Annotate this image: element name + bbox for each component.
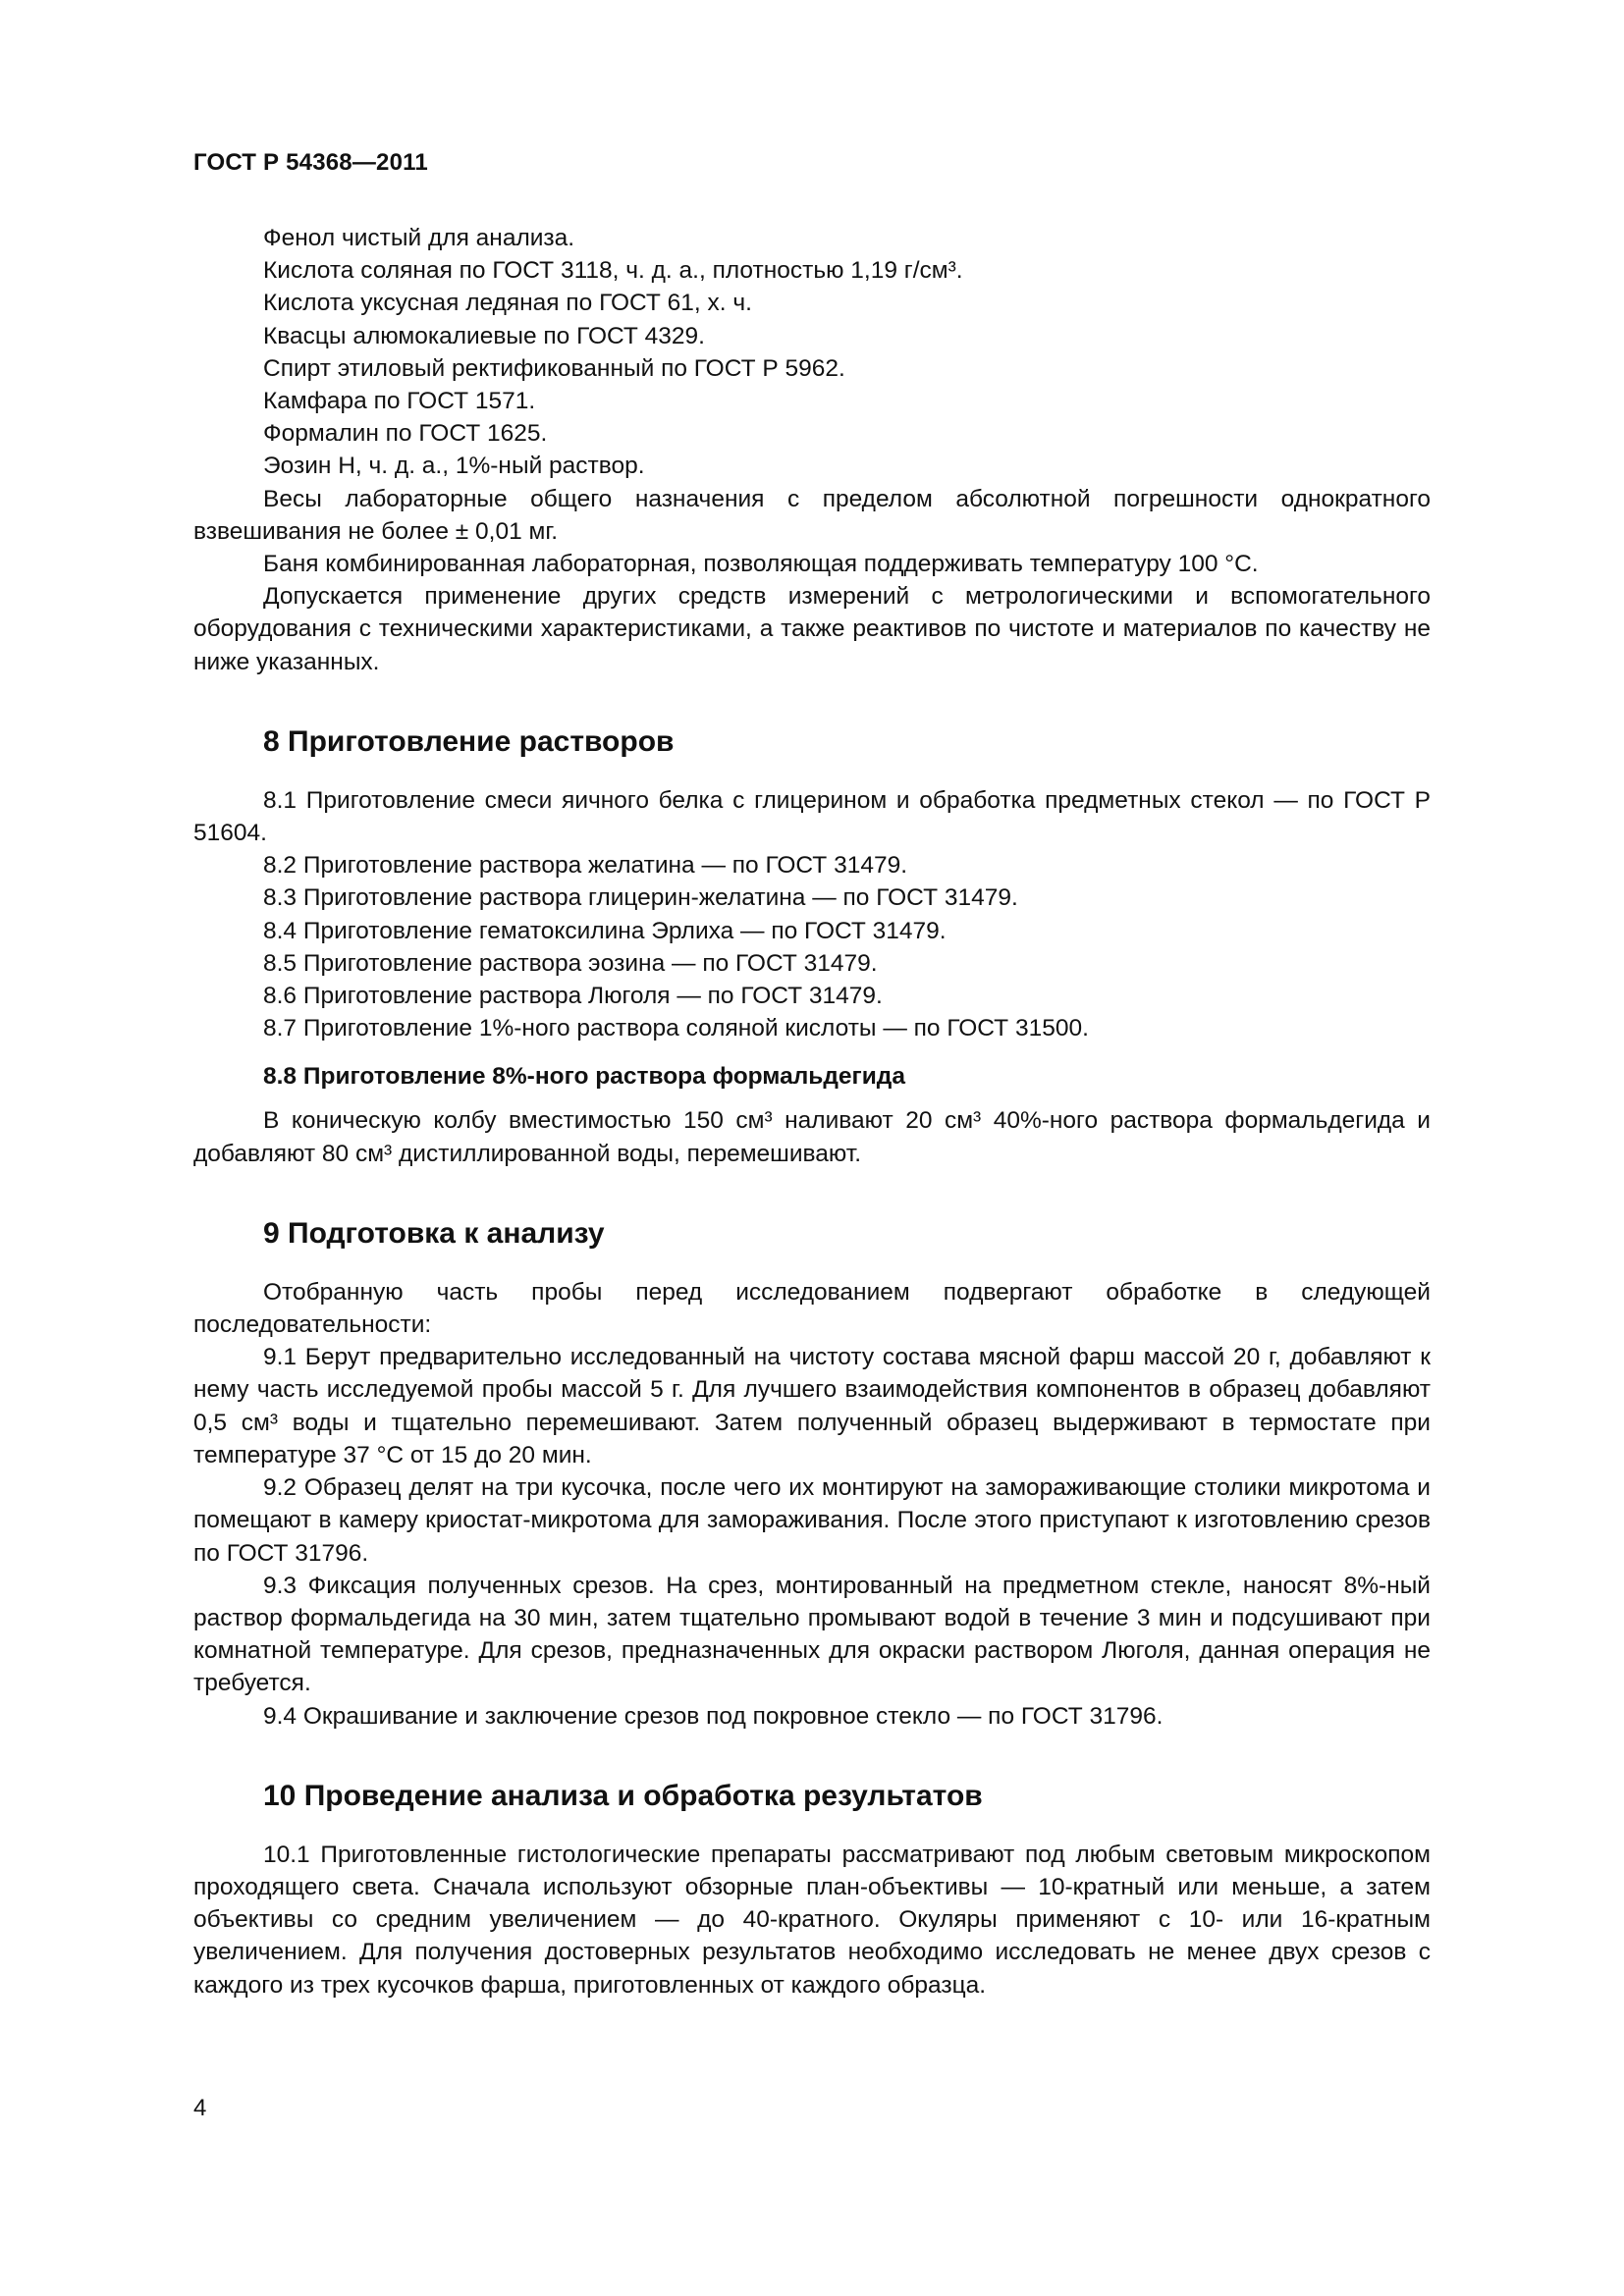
paragraph: Кислота уксусная ледяная по ГОСТ 61, х. ч.	[263, 290, 752, 317]
section-item: 9.3 Фиксация полученных срезов. На срез, монтированный на предметном стекле, наносят 8%-ный раствор формальдегида на 30 мин, затем тщательно промывают водой в течение 3 мин и подсушивают при комнатной температуре. Для срезов, предназначенных для окраски раствором Люголя, данная операция не требуется.	[193, 1572, 1431, 1697]
paragraph: Фенол чистый для анализа.	[263, 225, 575, 251]
paragraph: Квасцы алюмокалиевые по ГОСТ 4329.	[263, 322, 705, 349]
section-item: 8.2 Приготовление раствора желатина — по ГОСТ 31479.	[263, 852, 908, 880]
paragraph: В коническую колбу вместимостью 150 см³ наливают 20 см³ 40%-ного раствора формальдегида и добавляют 80 см³ дистиллированной воды, перемешивают.	[193, 1107, 1431, 1167]
document-body	[193, 222, 1431, 2002]
section-item: 8.4 Приготовление гематоксилина Эрлиха — по ГОСТ 31479.	[263, 917, 947, 944]
paragraph: Камфара по ГОСТ 1571.	[263, 388, 536, 415]
paragraph: Весы лабораторные общего назначения с пределом абсолютной погрешности однократного взвешивания не более ± 0,01 мг.	[193, 485, 1431, 545]
section-heading: 9 Подготовка к анализу	[263, 1216, 605, 1250]
section-item: 8.6 Приготовление раствора Люголя — по ГОСТ 31479.	[263, 983, 883, 1010]
paragraph: Эозин Н, ч. д. а., 1%-ный раствор.	[263, 453, 645, 480]
paragraph: Формалин по ГОСТ 1625.	[263, 420, 548, 448]
page-number: 4	[193, 2095, 207, 2121]
paragraph: Спирт этиловый ректификованный по ГОСТ Р 5962.	[263, 354, 845, 382]
section-item: 9.2 Образец делят на три кусочка, после чего их монтируют на замораживающие столики микротома и помещают в камеру криостат-микротома для замораживания. После этого приступают к изготовлению срезов по ГОСТ 31796.	[193, 1474, 1431, 1567]
section-item: 8.1 Приготовление смеси яичного белка с глицерином и обработка предметных стекол — по ГОСТ Р 51604.	[193, 786, 1431, 847]
paragraph: Допускается применение других средств измерений с метрологическими и вспомогательного оборудования с техническими характеристиками, а также реактивов по чистоте и материалов по качеству не ниже указанных.	[193, 583, 1431, 675]
section-item: 8.7 Приготовление 1%-ного раствора соляной кислоты — по ГОСТ 31500.	[263, 1015, 1089, 1042]
paragraph: Баня комбинированная лабораторная, позволяющая поддерживать температуру 100 °С.	[263, 551, 1259, 578]
section-item: 10.1 Приготовленные гистологические препараты рассматривают под любым световым микроскопом проходящего света. Сначала используют обзорные план-объективы — 10-кратный или меньше, а затем объективы со средним увеличением — до 40-кратного. Окуляры применяют с 10- или 16-кратным увеличением. Для получения достоверных результатов необходимо исследовать не менее двух срезов с каждого из трех кусочков фарша, приготовленных от каждого образца.	[193, 1841, 1431, 1999]
section-item: 9.4 Окрашивание и заключение срезов под покровное стекло — по ГОСТ 31796.	[263, 1702, 1164, 1730]
section-item: Отобранную часть пробы перед исследованием подвергают обработке в следующей последовательности:	[193, 1278, 1431, 1339]
section-item: 9.1 Берут предварительно исследованный на чистоту состава мясной фарш массой 20 г, добавляют к нему часть исследуемой пробы массой 5 г. Для лучшего взаимодействия компонентов в образец добавляют 0,5 см³ воды и тщательно перемешивают. Затем полученный образец выдерживают в термостате при температуре 37 °С от 15 до 20 мин.	[193, 1344, 1431, 1468]
section-heading: 8 Приготовление растворов	[263, 724, 675, 758]
section-heading: 10 Проведение анализа и обработка результатов	[263, 1779, 983, 1812]
subsection-heading: 8.8 Приготовление 8%-ного раствора формальдегида	[263, 1063, 905, 1091]
section-item: 8.3 Приготовление раствора глицерин-желатина — по ГОСТ 31479.	[263, 884, 1018, 912]
paragraph: Кислота соляная по ГОСТ 3118, ч. д. а., плотностью 1,19 г/см³.	[263, 257, 963, 285]
document-header: ГОСТ Р 54368—2011	[193, 149, 428, 176]
section-item: 8.5 Приготовление раствора эозина — по ГОСТ 31479.	[263, 949, 878, 977]
